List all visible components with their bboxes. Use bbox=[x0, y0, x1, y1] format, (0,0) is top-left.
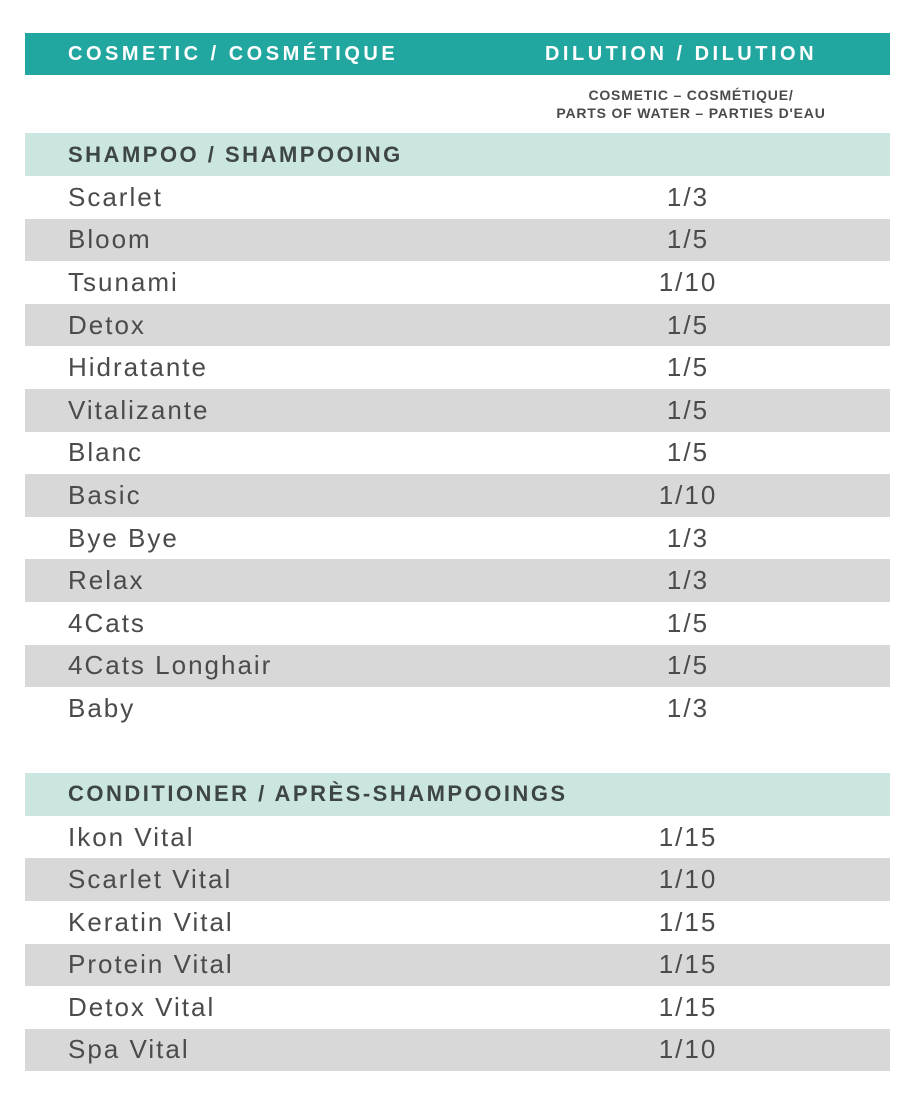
section-header bbox=[25, 773, 890, 816]
section-rows bbox=[25, 176, 890, 730]
table-row bbox=[25, 219, 890, 262]
sections-container bbox=[25, 133, 890, 1071]
product-name: 4Cats bbox=[68, 607, 146, 638]
product-name: Keratin Vital bbox=[68, 906, 234, 937]
product-name: Relax bbox=[68, 565, 145, 596]
table-row bbox=[25, 304, 890, 347]
section-header bbox=[25, 133, 890, 176]
dilution-value: 1/3 bbox=[666, 565, 710, 596]
table-row bbox=[25, 474, 890, 517]
table-row bbox=[25, 346, 890, 389]
section-title-text: CONDITIONER / APRÈS-SHAMPOOINGS bbox=[68, 781, 568, 807]
dilution-value: 1/3 bbox=[666, 692, 710, 723]
product-name: Spa Vital bbox=[68, 1034, 190, 1065]
dilution-value: 1/10 bbox=[658, 864, 718, 895]
dilution-value: 1/5 bbox=[666, 352, 710, 383]
dilution-value: 1/5 bbox=[666, 224, 710, 255]
product-name: Scarlet bbox=[68, 181, 163, 212]
product-name: Tsunami bbox=[68, 266, 179, 297]
table-section bbox=[25, 133, 890, 730]
table-row bbox=[25, 559, 890, 602]
product-name: Ikon Vital bbox=[68, 821, 195, 852]
table-row bbox=[25, 602, 890, 645]
dilution-value: 1/15 bbox=[658, 949, 718, 980]
table-row bbox=[25, 816, 890, 859]
dilution-value: 1/3 bbox=[666, 522, 710, 553]
table-row bbox=[25, 687, 890, 730]
product-name: Hidratante bbox=[68, 352, 208, 383]
product-name: Scarlet Vital bbox=[68, 864, 233, 895]
dilution-value: 1/5 bbox=[666, 650, 710, 681]
header-cosmetic-column: COSMETIC / COSMÉTIQUE bbox=[68, 42, 399, 65]
dilution-value: 1/5 bbox=[666, 309, 710, 340]
product-name: Detox Vital bbox=[68, 991, 216, 1022]
dilution-value: 1/5 bbox=[666, 437, 710, 468]
table-row bbox=[25, 858, 890, 901]
table-row bbox=[25, 986, 890, 1029]
product-name: Basic bbox=[68, 479, 142, 510]
dilution-value: 1/10 bbox=[658, 266, 718, 297]
subheader bbox=[25, 75, 890, 133]
table-row bbox=[25, 176, 890, 219]
product-name: Vitalizante bbox=[68, 394, 210, 425]
header-dilution-column: DILUTION / DILUTION bbox=[544, 42, 818, 65]
dilution-value: 1/15 bbox=[658, 906, 718, 937]
dilution-value: 1/10 bbox=[658, 1034, 718, 1065]
product-name: 4Cats Longhair bbox=[68, 650, 273, 681]
table-row bbox=[25, 1029, 890, 1072]
product-name: Blanc bbox=[68, 437, 144, 468]
product-name: Bloom bbox=[68, 224, 152, 255]
product-name: Bye Bye bbox=[68, 522, 179, 553]
section-title-text: SHAMPOO / SHAMPOOING bbox=[68, 141, 403, 167]
dilution-value: 1/5 bbox=[666, 607, 710, 638]
table-row bbox=[25, 432, 890, 475]
table-row bbox=[25, 389, 890, 432]
dilution-value: 1/15 bbox=[658, 821, 718, 852]
table-row bbox=[25, 261, 890, 304]
table-row bbox=[25, 944, 890, 987]
dilution-value: 1/15 bbox=[658, 991, 718, 1022]
dilution-value: 1/10 bbox=[658, 479, 718, 510]
product-name: Detox bbox=[68, 309, 146, 340]
dilution-value: 1/5 bbox=[666, 394, 710, 425]
table-row bbox=[25, 645, 890, 688]
table-row bbox=[25, 517, 890, 560]
subheader-line2: PARTS OF WATER – PARTIES D'EAU bbox=[556, 105, 826, 121]
dilution-table bbox=[25, 0, 890, 1071]
product-name: Baby bbox=[68, 692, 136, 723]
subheader-text bbox=[556, 86, 825, 122]
dilution-value: 1/3 bbox=[666, 181, 710, 212]
table-row bbox=[25, 901, 890, 944]
table-header bbox=[25, 33, 890, 75]
subheader-line1: COSMETIC – COSMÉTIQUE/ bbox=[588, 87, 794, 103]
product-name: Protein Vital bbox=[68, 949, 234, 980]
section-rows bbox=[25, 816, 890, 1072]
table-section bbox=[25, 773, 890, 1072]
